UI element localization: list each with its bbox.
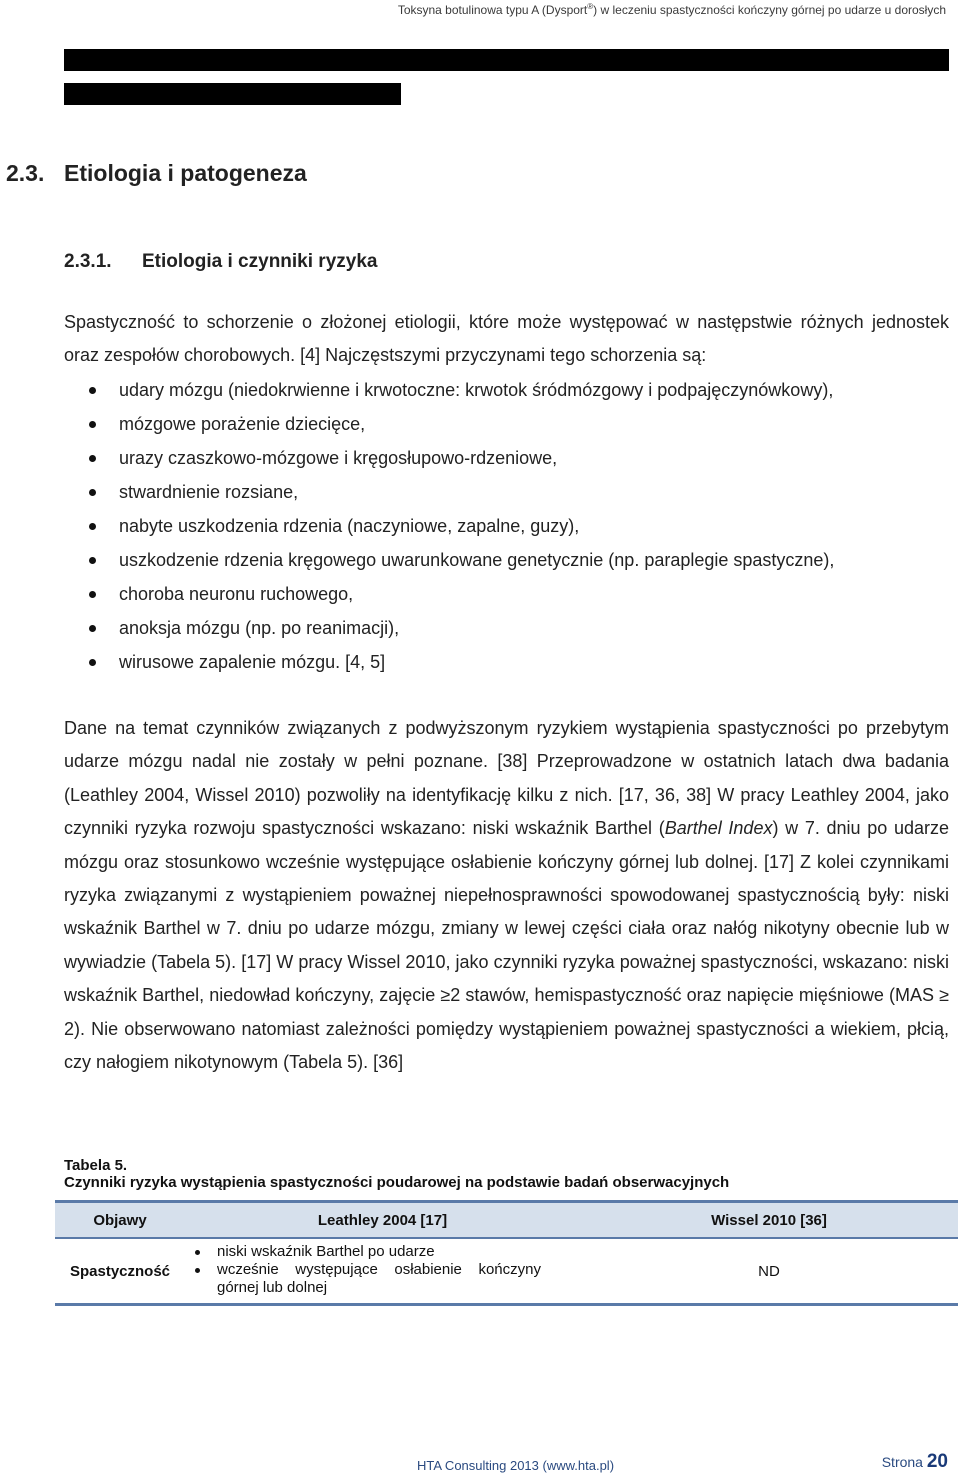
table-title: Czynniki ryzyka wystąpienia spastyczności poudarowej na podstawie badań obserwacyjnych [64, 1174, 730, 1191]
redaction-bar-1 [64, 49, 949, 71]
table-row [55, 1238, 958, 1305]
running-header-text-end: ) w leczeniu spastyczności kończyny górnej po udarze u dorosłych [593, 3, 946, 17]
subsection-title: Etiologia i czynniki ryzyka [142, 251, 378, 272]
cause-item: choroba neuronu ruchowego, [64, 577, 954, 611]
page-number: 20 [926, 1451, 948, 1472]
page-indicator [882, 1451, 948, 1473]
registered-mark: ® [587, 2, 594, 11]
section-number: 2.3. [6, 160, 45, 186]
leathley-item: niski wskaźnik Barthel po udarze [191, 1243, 541, 1261]
cause-item: wirusowe zapalenie mózgu. [4, 5] [64, 645, 954, 679]
cause-item: udary mózgu (niedokrwienne i krwotoczne: krwotok śródmózgowy i podpajęczynówkowy), [64, 373, 954, 407]
footer-source: HTA Consulting 2013 (www.hta.pl) [417, 1458, 615, 1473]
column-header: Leathley 2004 [17] [185, 1202, 580, 1239]
section-heading [6, 160, 307, 187]
body-text-1: Dane na temat czynników związanych z podwyższonym ryzykiem wystąpienia spastyczności po przebytym udarze mózgu nadal nie zostały w pełni poznane. [38] Przeprowadzone w ostatnich latach dwa badania (Leathley 2004, Wissel 2010) pozwoliły na identyfikację kilku z nich. [17, 36, 38] W pracy Leathley 2004, jako czynniki ryzyka rozwoju spastyczności wskazano: niski wskaźnik Barthel ( [64, 718, 949, 839]
leathley-list [191, 1239, 541, 1303]
column-header: Wissel 2010 [36] [580, 1202, 958, 1239]
body-paragraph [64, 712, 949, 1079]
cause-item: stwardnienie rozsiane, [64, 475, 954, 509]
risk-factors-table [55, 1200, 958, 1306]
subsection-heading [64, 251, 377, 273]
cause-item: uszkodzenie rdzenia kręgowego uwarunkowane genetycznie (np. paraplegie spastyczne), [64, 543, 954, 577]
wissel-cell: ND [580, 1238, 958, 1305]
row-label: Spastyczność [55, 1238, 185, 1305]
leathley-item: wcześnie występujące osłabienie kończyny górnej lub dolnej [191, 1261, 541, 1297]
intro-paragraph: Spastyczność to schorzenie o złożonej etiologii, które może występować w następstwie różnych jednostek oraz zespołów chorobowych. [4] Najczęstszymi przyczynami tego schorzenia są: [64, 312, 949, 366]
body-text-2: ) w 7. dniu po udarze mózgu oraz stosunkowo wcześnie występujące osłabienie kończyny górnej lub dolnej. [17] Z kolei czynnikami ryzyka związanymi z wystąpieniem poważnej niepełnosprawności spowodowanej spastycznością były: niski wskaźnik Barthel w 7. dniu po udarze mózgu, zmiany w lewej części ciała oraz nałóg nikotyny obecnie lub w wywiadzie (Tabela 5). [17] W pracy Wissel 2010, jako czynniki ryzyka poważnej spastyczności, wskazano: niski wskaźnik Barthel, niedowład kończyny, zajęcie ≥2 stawów, hemispastyczność oraz napięcie mięśniowe (MAS ≥ 2). Nie obserwowano natomiast zależności pomiędzy wystąpieniem poważnej spastyczności a wiekiem, płcią, czy nałogiem nikotynowym (Tabela 5). [36] [64, 818, 950, 1073]
column-header: Objawy [55, 1202, 185, 1239]
cause-item: nabyte uszkodzenia rdzenia (naczyniowe, zapalne, guzy), [64, 509, 954, 543]
table-header-row [55, 1202, 958, 1239]
causes-list [64, 373, 954, 679]
section-title: Etiologia i patogeneza [64, 160, 307, 186]
leathley-cell [185, 1238, 580, 1305]
body-italic-term: Barthel Index [664, 818, 773, 839]
cause-item: mózgowe porażenie dziecięce, [64, 407, 954, 441]
table-label: Tabela 5. [64, 1157, 128, 1174]
table-caption [64, 1157, 729, 1191]
cause-item: urazy czaszkowo-mózgowe i kręgosłupowo-rdzeniowe, [64, 441, 954, 475]
redaction-bar-2 [64, 83, 401, 105]
subsection-number: 2.3.1. [64, 251, 112, 272]
page-label: Strona [881, 1454, 923, 1470]
running-header [398, 2, 946, 17]
cause-item: anoksja mózgu (np. po reanimacji), [64, 611, 954, 645]
running-header-text: Toksyna botulinowa typu A (Dysport [397, 3, 588, 17]
